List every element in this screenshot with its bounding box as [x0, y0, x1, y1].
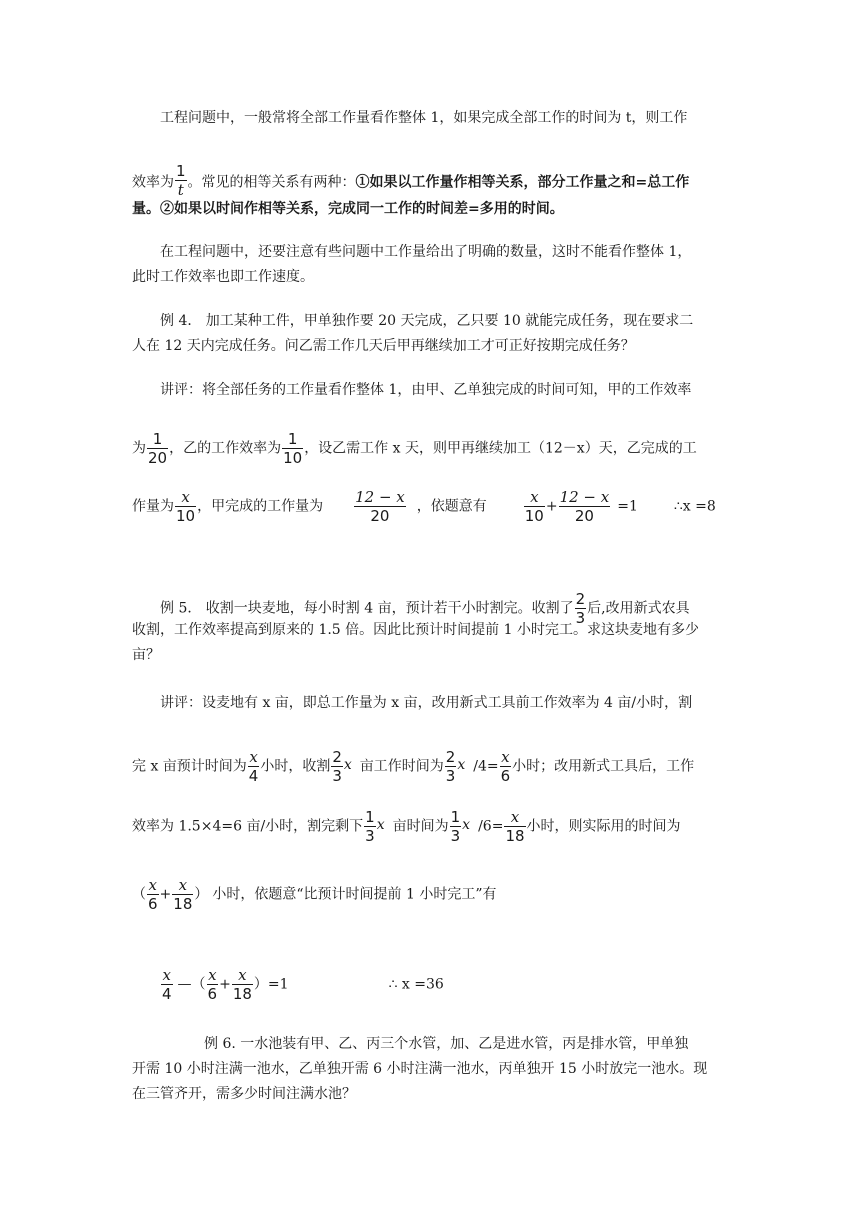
eq-fraction-x-18: $\frac{x}{18}$	[232, 966, 252, 1003]
fraction-1-3-a: $\frac{1}{3}$	[365, 808, 375, 845]
intro-text-2a: 效率为	[132, 174, 174, 191]
eq-fraction-x-6: $\frac{x}{6}$	[207, 966, 218, 1003]
ex4-answer: ∴x =8	[673, 498, 716, 515]
fraction-1-over-t: $\frac{1}{t}$	[176, 162, 186, 199]
fraction-x-6: $\frac{x}{6}$	[500, 748, 511, 785]
intro-text-2b: 。常见的相等关系有两种：	[187, 174, 356, 191]
note-line-1: 在工程问题中，还要注意有些问题中工作量给出了明确的数量，这时不能看作整体 1，	[160, 244, 692, 260]
ex4-solution-2: 为 $\frac{1}{20}$ ，乙的工作效率为 $\frac{1}{10}$ ，设乙需工作 x 天，则甲再继续加工（12－x）天，乙完成的工	[132, 430, 697, 467]
intro-line-1	[160, 108, 687, 128]
fraction-x-4: $\frac{x}{4}$	[248, 748, 259, 785]
fraction-2-3-b: $\frac{2}{3}$	[445, 748, 456, 785]
fraction-x-10: $\frac{x}{10}$	[176, 488, 196, 525]
ex5-solution-4: （ $\frac{x}{6}$ + $\frac{x}{18}$ ） 小时，依题意“比预计时间提前 1 小时完工”有	[132, 876, 497, 913]
ex4-solution-1: 讲评：将全部任务的工作量看作整体 1，由甲、乙单独完成的时间可知，甲的工作效率	[160, 382, 692, 398]
ex5-question-1: 例 5． 收割一块麦地，每小时割 4 亩，预计若干小时割完。收割了 $\frac{2}{3}$ 后,改用新式农具	[160, 590, 690, 627]
fraction-x-18-b: $\frac{x}{18}$	[173, 876, 193, 913]
ex4-question-1: 例 4． 加工某种工件，甲单独作要 20 天完成，乙只要 10 就能完成任务，现在要求二	[160, 313, 694, 329]
eq-fraction-12-minus-x-20: $\frac{12 - x}{20}$	[559, 488, 610, 525]
ex6-question-1: 例 6. 一水池装有甲、乙、丙三个水管，加、乙是进水管，丙是排水管，甲单独	[204, 1036, 689, 1052]
intro-line-2	[132, 164, 689, 201]
ex5-question-3: 亩？	[132, 647, 160, 663]
intro-bold-2: ①如果以工作量作相等关系，部分工作量之和=总工作	[355, 174, 690, 191]
intro-text-1: 工程问题中，一般常将全部工作量看作整体 1，如果完成全部工作的时间为 t，则工作	[160, 110, 688, 126]
fraction-2-3-a: $\frac{2}{3}$	[332, 748, 342, 785]
ex5-solution-3: 效率为 1.5×4=6 亩/小时，割完剩下 $\frac{1}{3}$ x 亩时间为 $\frac{1}{3}$ x /6= $\frac{x}{18}$ 小时，则实际用的时间为	[132, 808, 681, 845]
intro-bold-3: 量。②如果以时间作相等关系，完成同一工作的时间差=多用的时间。	[132, 201, 564, 217]
note-line-2: 此时工作效率也即工作速度。	[132, 269, 314, 285]
ex4-solution-3: 作量为 $\frac{x}{10}$ ，甲完成的工作量为 $\frac{12 - x}{20}$ ，依题意有 $\frac{x}{10}$ + $\frac{12 - x}{20}$ =1 ∴x =8	[132, 488, 716, 525]
eq-fraction-x-4: $\frac{x}{4}$	[162, 966, 172, 1003]
ex5-solution-2: 完 x 亩预计时间为 $\frac{x}{4}$ 小时，收割 $\frac{2}{3}$ x 亩工作时间为 $\frac{2}{3}$ x /4= $\frac{x}{6}$ 小时；改用新式工具后，工作	[132, 748, 695, 785]
fraction-2-3: $\frac{2}{3}$	[575, 590, 586, 627]
fraction-x-18: $\frac{x}{18}$	[505, 808, 525, 845]
ex4-question-2: 人在 12 天内完成任务。问乙需工作几天后甲再继续加工才可正好按期完成任务？	[132, 338, 635, 354]
fraction-1-10: $\frac{1}{10}$	[283, 430, 303, 467]
eq-fraction-x-10: $\frac{x}{10}$	[524, 488, 544, 525]
fraction-1-3-b: $\frac{1}{3}$	[450, 808, 461, 845]
ex6-question-2: 开需 10 小时注满一池水，乙单独开需 6 小时注满一池水，丙单独开 15 小时放完一池水。现	[132, 1061, 708, 1077]
ex5-solution-1: 讲评：设麦地有 x 亩，即总工作量为 x 亩，改用新式工具前工作效率为 4 亩/小时，割	[160, 695, 693, 711]
ex5-question-2: 收割，工作效率提高到原来的 1.5 倍。因此比预计时间提前 1 小时完工。求这块麦地有多少	[132, 622, 699, 638]
fraction-x-6-b: $\frac{x}{6}$	[148, 876, 158, 913]
fraction-12-minus-x-20: $\frac{12 - x}{20}$	[355, 488, 405, 525]
ex5-answer: ∴ x =36	[388, 976, 444, 993]
ex6-question-3: 在三管齐开，需多少时间注满水池？	[132, 1086, 356, 1102]
intro-line-3	[132, 199, 564, 219]
ex5-equation: $\frac{x}{4}$ —（ $\frac{x}{6}$ + $\frac{x}{18}$ ）=1 ∴ x =36	[162, 966, 444, 1003]
fraction-1-20: $\frac{1}{20}$	[148, 430, 168, 467]
